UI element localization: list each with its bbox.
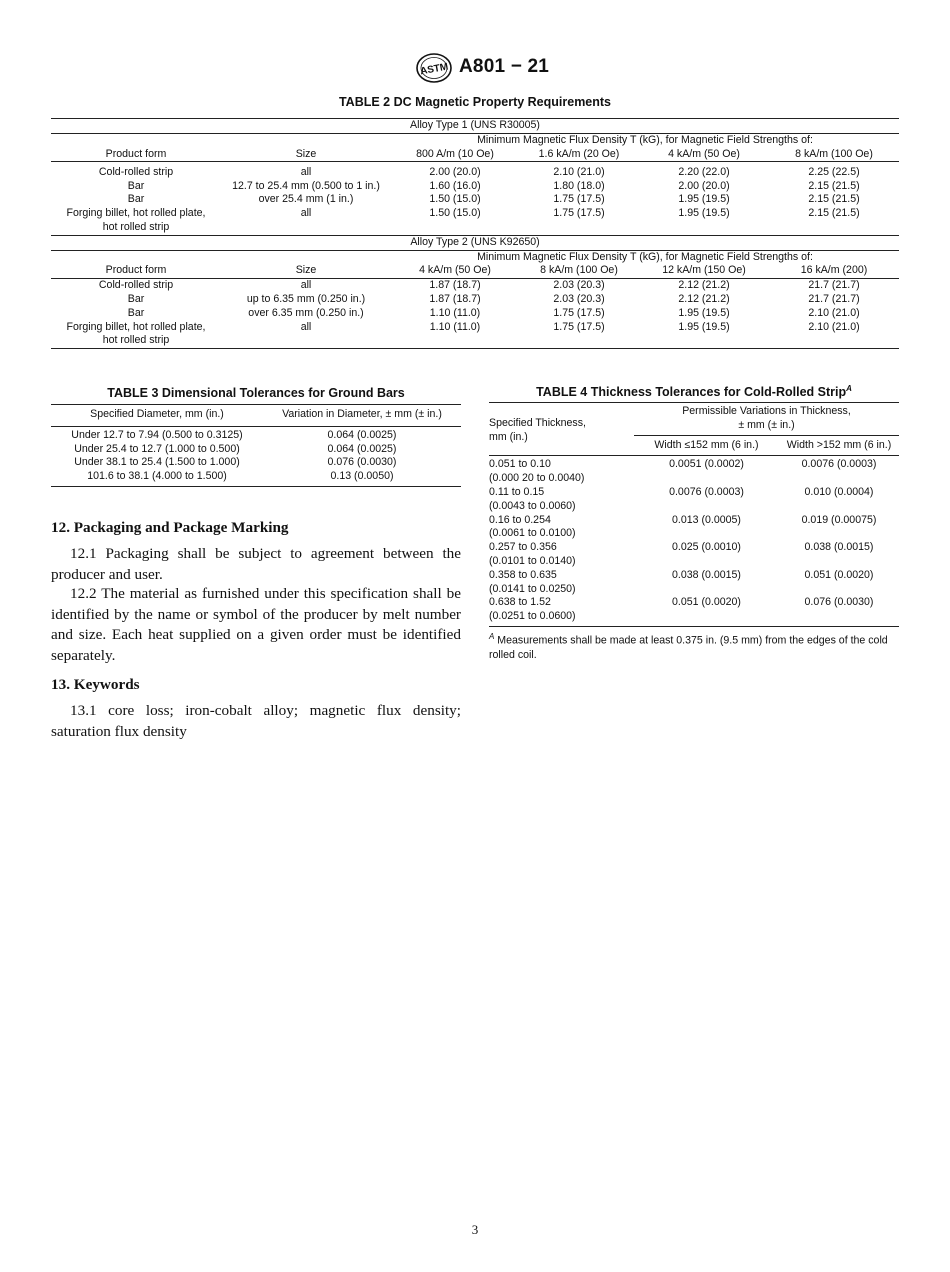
table-cell: 0.010 (0.0004): [804, 485, 874, 498]
table-row: [51, 193, 899, 207]
col1-header-line1: Specified Thickness,: [489, 417, 586, 430]
column-header: Width >152 mm (6 in.): [786, 438, 892, 451]
table-cell: 2.10 (21.0): [808, 320, 860, 333]
table-cell: 1.60 (16.0): [429, 179, 481, 192]
column-header: 4 kA/m (50 Oe): [419, 264, 491, 277]
table-cell: all: [300, 279, 312, 292]
table2: [51, 118, 899, 349]
table-cell: 1.75 (17.5): [553, 207, 605, 220]
table-cell: 0.076 (0.0030): [327, 456, 397, 469]
table-cell: 0.064 (0.0025): [327, 442, 397, 455]
group-header: [634, 403, 899, 436]
table-cell: 0.0051 (0.0002): [669, 458, 744, 471]
table-cell: 2.20 (22.0): [678, 165, 730, 178]
table-row: [51, 470, 461, 486]
table-row: [51, 180, 899, 194]
document-id: A801 − 21: [459, 56, 550, 77]
thickness-range: 0.051 to 0.10: [489, 458, 551, 471]
section12-heading: 12. Packaging and Package Marking: [51, 519, 289, 536]
thickness-range: 0.16 to 0.254: [489, 513, 551, 526]
table-cell: 2.10 (21.0): [553, 165, 605, 178]
table-cell: Under 12.7 to 7.94 (0.500 to 0.3125): [71, 428, 243, 441]
thickness-inches: (0.0141 to 0.0250): [489, 582, 576, 595]
table-cell: 0.0076 (0.0003): [669, 485, 744, 498]
table-cell: Cold-rolled strip: [98, 279, 174, 292]
table4-title: [489, 384, 899, 399]
table-cell: 1.80 (18.0): [553, 179, 605, 192]
thickness-inches: (0.000 20 to 0.0040): [489, 472, 585, 485]
footnote-mark: A: [489, 632, 495, 641]
column-header: 16 kA/m (200): [800, 264, 868, 277]
table-cell: Bar: [127, 179, 145, 192]
table-cell: hot rolled strip: [102, 334, 170, 347]
thickness-inches: (0.0251 to 0.0600): [489, 610, 576, 623]
table-cell: 1.87 (18.7): [429, 293, 481, 306]
footnote-mark: A: [846, 384, 852, 393]
thickness-inches: (0.0061 to 0.0100): [489, 527, 576, 540]
table-cell: 0.13 (0.0050): [330, 470, 394, 483]
table-row: [51, 207, 899, 221]
page-header: [0, 52, 950, 86]
table-row: [51, 426, 461, 442]
table-cell: Forging billet, hot rolled plate,: [66, 207, 206, 220]
thickness-inches: (0.0043 to 0.0060): [489, 499, 576, 512]
column-header: Product form: [105, 147, 167, 160]
logo-text: ASTM: [419, 61, 450, 78]
table-row: [489, 486, 899, 514]
table-cell: 0.051 (0.0020): [672, 596, 741, 609]
column-header: 4 kA/m (50 Oe): [668, 147, 740, 160]
table-row: [489, 596, 899, 626]
table-cell: 2.12 (21.2): [678, 293, 730, 306]
table-row: [489, 456, 899, 486]
table-cell: [489, 486, 634, 514]
table-cell: Bar: [127, 306, 145, 319]
table-cell: 1.95 (19.5): [678, 306, 730, 319]
column-header: Variation in Diameter, ± mm (± in.): [282, 408, 442, 420]
table-cell: 2.25 (22.5): [808, 165, 860, 178]
table-cell: Forging billet, hot rolled plate,: [66, 320, 206, 333]
table-row: [489, 514, 899, 542]
table-cell: Cold-rolled strip: [98, 165, 174, 178]
column-header: 800 A/m (10 Oe): [416, 147, 494, 160]
table-cell: Under 38.1 to 25.4 (1.500 to 1.000): [74, 456, 240, 469]
table-cell: 21.7 (21.7): [808, 279, 860, 292]
table4-footnote: [489, 630, 901, 662]
section12-paragraph2: 12.2 The material as furnished under this specification shall be identified by the name or symbol of the producer by melt number and size. Each heat supplied on a given order must be identified separately.: [51, 585, 461, 664]
section12-paragraph1: 12.1 Packaging shall be subject to agreement between the producer and user.: [51, 545, 461, 583]
table4-title-text: TABLE 4 Thickness Tolerances for Cold-Rolled Strip: [536, 385, 847, 400]
table2-alloy1: [51, 119, 899, 236]
thickness-inches: (0.0101 to 0.0140): [489, 554, 576, 567]
table3-title: TABLE 3 Dimensional Tolerances for Ground Bars: [107, 386, 405, 400]
footnote-text: Measurements shall be made at least 0.375 in. (9.5 mm) from the edges of the cold rolled coil.: [489, 634, 888, 661]
table-cell: 0.051 (0.0020): [804, 568, 874, 581]
table-row: [51, 456, 461, 470]
table-cell: 1.87 (18.7): [429, 279, 481, 292]
table-row: [51, 443, 461, 457]
table-cell: 1.95 (19.5): [678, 193, 730, 206]
column-header: Product form: [105, 264, 167, 277]
group-header-line1: Permissible Variations in Thickness,: [682, 405, 851, 417]
table-cell: 2.15 (21.5): [808, 179, 860, 192]
table-cell: 1.95 (19.5): [678, 207, 730, 220]
table-cell: [489, 514, 634, 542]
table-cell: 0.013 (0.0005): [672, 513, 741, 526]
table-row: [51, 279, 899, 293]
table-cell: 0.076 (0.0030): [804, 596, 874, 609]
thickness-range: 0.257 to 0.356: [489, 541, 557, 554]
table-cell: 1.75 (17.5): [553, 193, 605, 206]
table-cell: 1.50 (15.0): [429, 207, 481, 220]
column-header: 12 kA/m (150 Oe): [662, 264, 746, 277]
table-cell: 101.6 to 38.1 (4.000 to 1.500): [87, 470, 227, 483]
table-cell: over 6.35 mm (0.250 in.): [248, 306, 364, 319]
table-cell: 2.15 (21.5): [808, 193, 860, 206]
table-cell: 1.75 (17.5): [553, 306, 605, 319]
table-row: [489, 541, 899, 569]
table-cell: 2.15 (21.5): [808, 207, 860, 220]
table2-alloy2: [51, 235, 899, 348]
table2-title: TABLE 2 DC Magnetic Property Requirements: [338, 95, 612, 109]
table-cell: hot rolled strip: [102, 221, 170, 234]
table-cell: 0.038 (0.0015): [672, 568, 741, 581]
alloy2-subheader: Minimum Magnetic Flux Density T (kG), for Magnetic Field Strengths of:: [477, 250, 813, 263]
table-cell: 1.75 (17.5): [553, 320, 605, 333]
table-cell: 0.025 (0.0010): [672, 541, 741, 554]
col1-header: [489, 403, 634, 456]
column-header: Size: [295, 264, 317, 277]
alloy1-subheader: Minimum Magnetic Flux Density T (kG), for Magnetic Field Strengths of:: [477, 133, 813, 146]
thickness-range: 0.358 to 0.635: [489, 568, 557, 581]
page-number: 3: [471, 1222, 479, 1237]
table-row: [51, 293, 899, 307]
table-cell: 0.038 (0.0015): [804, 541, 874, 554]
column-header: Specified Diameter, mm (in.): [90, 408, 224, 420]
table-cell: all: [300, 320, 312, 333]
table-row: [51, 334, 899, 348]
thickness-range: 0.11 to 0.15: [489, 485, 545, 498]
table-cell: 1.95 (19.5): [678, 320, 730, 333]
table-row: [51, 221, 899, 235]
table-cell: 2.12 (21.2): [678, 279, 730, 292]
table-cell: 2.00 (20.0): [678, 179, 730, 192]
column-header: Width ≤152 mm (6 in.): [654, 438, 759, 451]
table-cell: Bar: [127, 193, 145, 206]
table-cell: all: [300, 165, 312, 178]
thickness-range: 0.638 to 1.52: [489, 596, 551, 609]
table-row: [489, 569, 899, 597]
table-row: [51, 321, 899, 335]
table4: [489, 402, 899, 627]
table-cell: 0.019 (0.00075): [801, 513, 877, 526]
table-cell: 2.10 (21.0): [808, 306, 860, 319]
table-cell: Bar: [127, 293, 145, 306]
table-cell: 2.03 (20.3): [553, 279, 605, 292]
table-cell: all: [300, 207, 312, 220]
table-cell: 21.7 (21.7): [808, 293, 860, 306]
column-header: 1.6 kA/m (20 Oe): [538, 147, 620, 160]
table-cell: 1.10 (11.0): [429, 306, 481, 319]
table-cell: up to 6.35 mm (0.250 in.): [246, 293, 366, 306]
table-row: [51, 307, 899, 321]
table-cell: over 25.4 mm (1 in.): [258, 193, 354, 206]
table-cell: [489, 596, 634, 626]
group-header-line2: ± mm (± in.): [738, 418, 795, 431]
section13-paragraph1: 13.1 core loss; iron-cobalt alloy; magnetic flux density; saturation flux density: [51, 702, 461, 740]
alloy2-name: Alloy Type 2 (UNS K92650): [410, 235, 540, 248]
column-header: Size: [295, 147, 317, 160]
table-cell: [489, 456, 634, 486]
table-row: [51, 166, 899, 180]
table-cell: 2.00 (20.0): [429, 165, 481, 178]
table-cell: 0.0076 (0.0003): [801, 458, 877, 471]
table-cell: 1.10 (11.0): [429, 320, 481, 333]
col1-header-line2: mm (in.): [489, 431, 528, 444]
column-header: 8 kA/m (100 Oe): [795, 147, 873, 160]
table-cell: [489, 569, 634, 597]
astm-logo-icon: [415, 52, 453, 84]
column-header: 8 kA/m (100 Oe): [540, 264, 618, 277]
table-cell: [489, 541, 634, 569]
table-cell: 12.7 to 25.4 mm (0.500 to 1 in.): [232, 179, 380, 192]
table3: [51, 404, 461, 487]
table-cell: 2.03 (20.3): [553, 293, 605, 306]
table-cell: 1.50 (15.0): [429, 193, 481, 206]
alloy1-name: Alloy Type 1 (UNS R30005): [410, 119, 540, 131]
section13-heading: 13. Keywords: [51, 676, 140, 693]
table-cell: 0.064 (0.0025): [327, 428, 397, 441]
table-cell: Under 25.4 to 12.7 (1.000 to 0.500): [74, 442, 240, 455]
